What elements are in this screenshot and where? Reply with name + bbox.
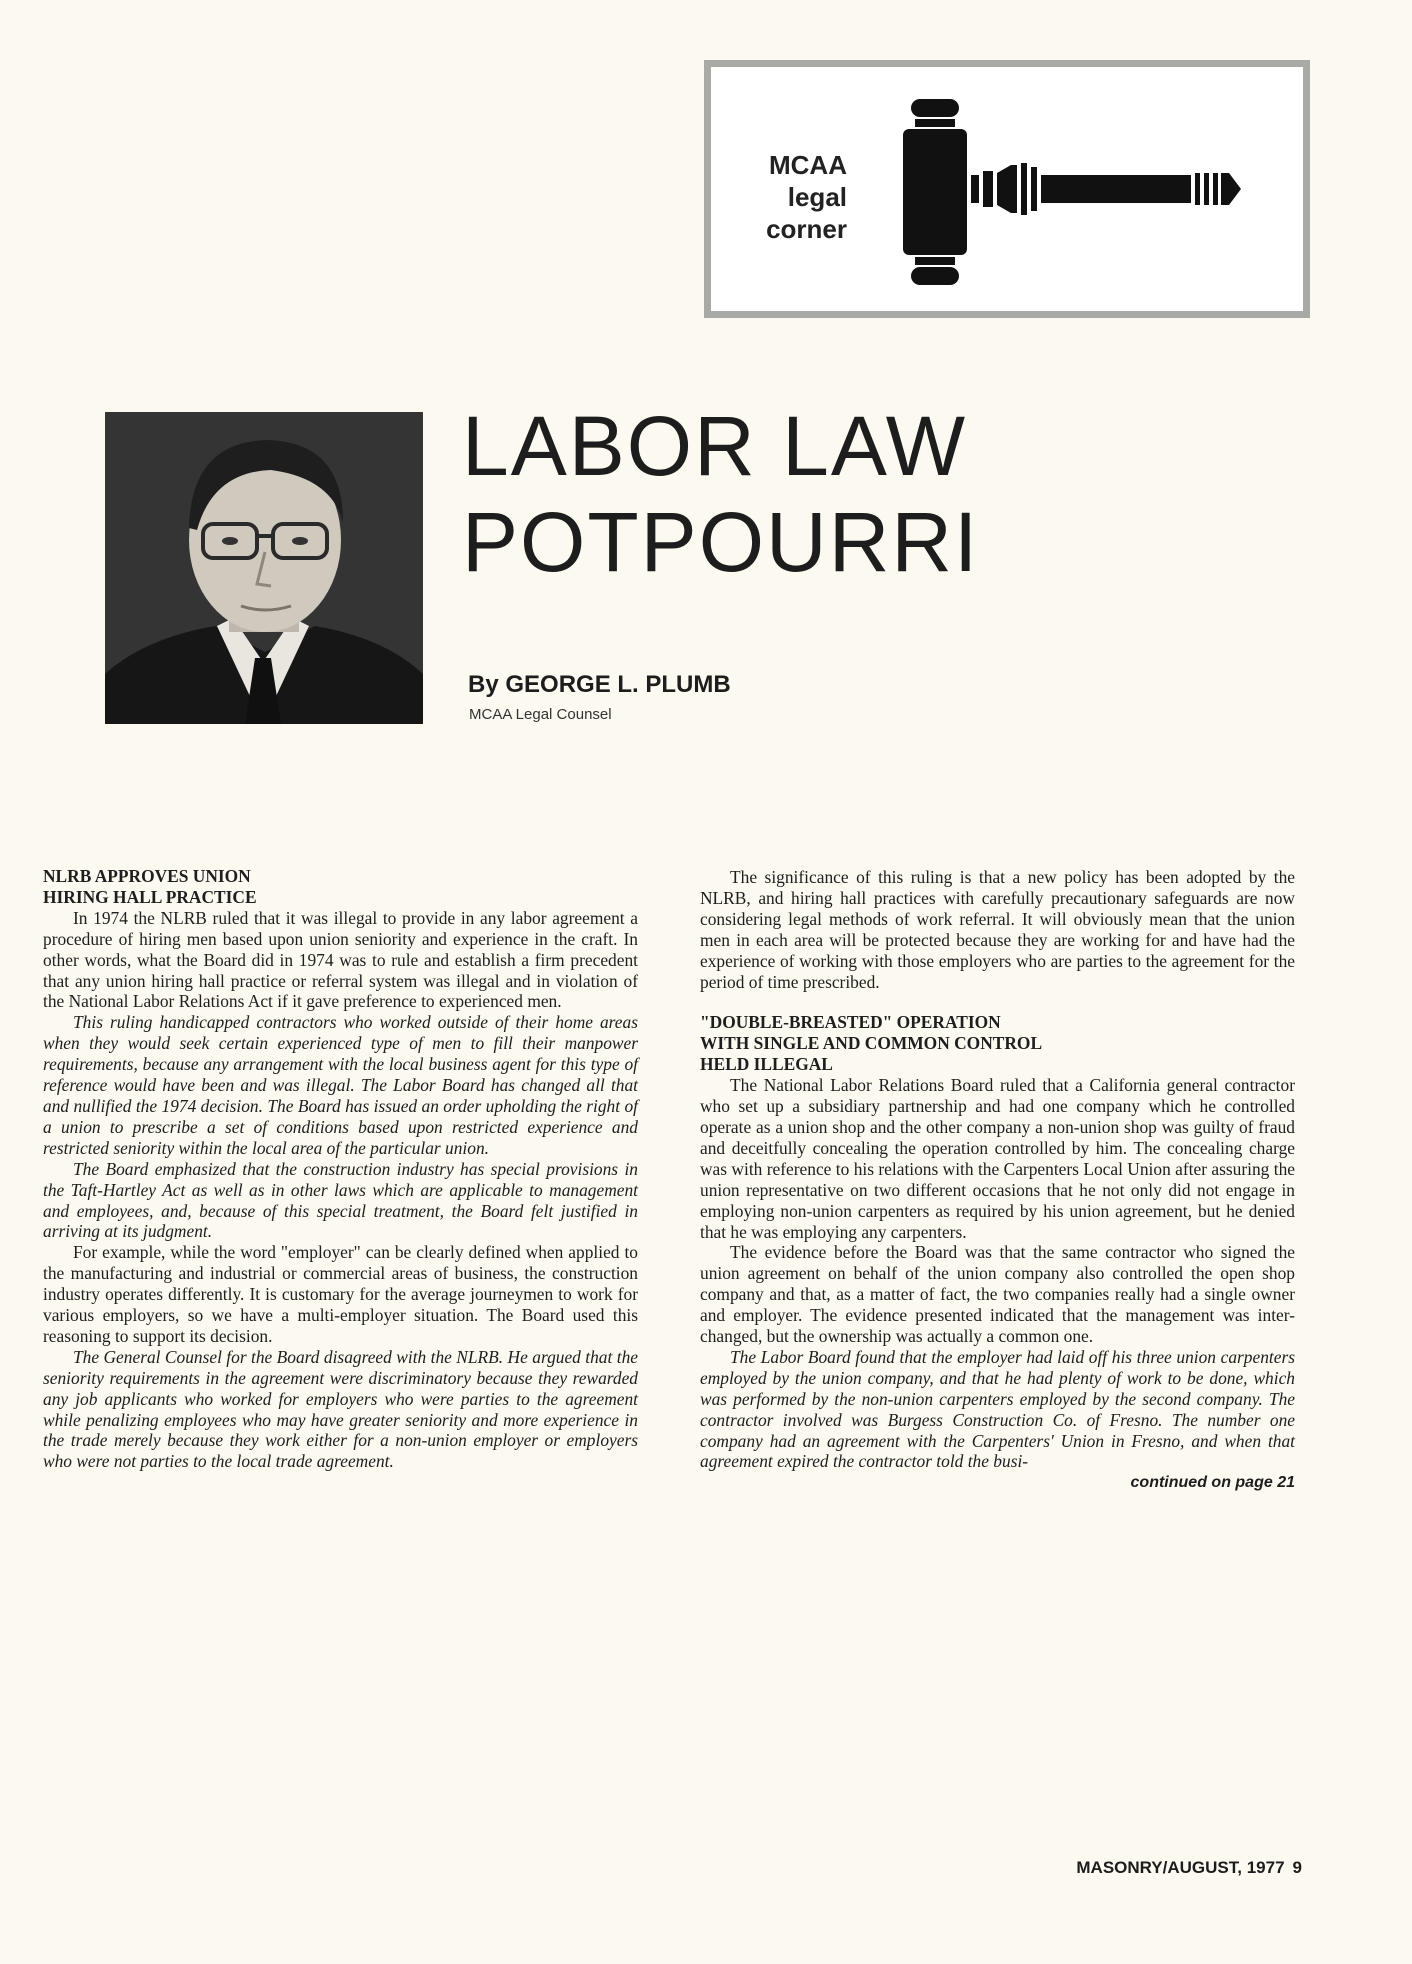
paragraph: For example, while the word "employer" can be clearly defined when applied to the manufacturing and industrial or commercial areas of business, the construction industry operates differently. It is customary for the average journeymen to work for various employers, so we have a multi-employer situation. The Board used this reasoning to support its decision. (43, 1242, 638, 1346)
author-photo (105, 412, 423, 724)
paragraph: The evidence before the Board was that the same contractor who signed the union agreement on behalf of the union company also controlled the open shop company and that, as a matter of fact, the two companies really had a single owner and employer. The evidence presented indicated that the management was inter-changed, but the ownership was actually a common one. (700, 1242, 1295, 1347)
headline-line-2: POTPOURRI (462, 495, 980, 589)
continued-note: continued on page 21 (1130, 1474, 1295, 1492)
logo-line-1: MCAA (769, 150, 847, 180)
left-column (43, 866, 638, 1472)
heading-line: HELD ILLEGAL (700, 1054, 833, 1075)
legal-corner-logo (704, 60, 1310, 318)
headline-line-1: LABOR LAW (462, 399, 968, 493)
paragraph: The National Labor Relations Board ruled that a California general contractor who set up a subsidiary partnership and had one company which he controlled operate as a union shop and the other company a non-union shop was guilty of fraud and deceitfully concealing the operation controlled by him. The concealing charge was with reference to his relations with the Carpenters Local Union after assuring the union representative on two different occasions that he not only did not engage in employing non-union carpenters as required by his union agreement, but he denied that he was employing any carpenters. (700, 1075, 1295, 1242)
paragraph: In 1974 the NLRB ruled that it was illegal to provide in any labor agreement a procedure of hiring men based upon union seniority and experience in the craft. In other words, what the Board did in 1974 was to rule and establish a firm precedent that any union hiring hall practice or referral system was illegal and in violation of the National Labor Relations Act if it gave preference to experienced men. (43, 907, 638, 1012)
page-number: 9 (1292, 1858, 1302, 1877)
byline-title: MCAA Legal Counsel (469, 706, 612, 723)
section-heading (700, 1012, 1295, 1075)
heading-line: WITH SINGLE AND COMMON CONTROL (700, 1033, 1043, 1054)
publication-info: MASONRY/AUGUST, 1977 (1076, 1858, 1285, 1877)
paragraph: The General Counsel for the Board disagreed with the NLRB. He argued that the seniority requirements in the agreement were discriminatory because they rewarded any job applicants who worked for employers who were parties to the agreement while penalizing employees who may have greater seniority and more experience in the trade merely because they work either for a non-union employer or employers who were not parties to the local trade agreement. (43, 1346, 638, 1472)
article-headline (462, 398, 979, 590)
paragraph: The Board emphasized that the construction industry has special provisions in the Taft-Hartley Act as well as in other laws which are applicable to management and employees, and, because of this special treatment, the Board felt justified in arriving at its judgment. (43, 1158, 638, 1242)
heading-line: "DOUBLE-BREASTED" OPERATION (700, 1012, 1001, 1033)
right-column (700, 867, 1295, 1494)
heading-line: HIRING HALL PRACTICE (43, 886, 257, 907)
heading-line: NLRB APPROVES UNION (43, 866, 251, 886)
section-heading (43, 866, 638, 908)
byline-author: By GEORGE L. PLUMB (468, 671, 731, 698)
page-footer (1068, 1858, 1302, 1878)
logo-text (739, 149, 847, 245)
paragraph: The significance of this ruling is that a new policy has been adopted by the NLRB, and hiring hall practices with carefully precautionary safeguards are now considering legal methods of work referral. It will obviously mean that the union men in each area will be protected because they are working for and have had the experience of working with those employers who are parties to the agreement for the period of time prescribed. (700, 867, 1295, 992)
paragraph: The Labor Board found that the employer had laid off his three union carpenters employed by the union company, and that he had plenty of work to be done, which was performed by the non-union carpenters employed by the second company. The contractor involved was Burgess Construction Co. of Fresno. The number one company had an agreement with the Carpenters' Union in Fresno, and when that agreement expired the contractor told the busi- (700, 1346, 1295, 1472)
logo-line-3: corner (766, 214, 847, 244)
logo-line-2: legal (787, 182, 847, 212)
gavel-icon (871, 89, 1271, 299)
paragraph: This ruling handicapped contractors who worked outside of their home areas when they would seek certain experienced type of men to fill their manpower requirements, because any arrangement with the local business agent for this type of reference would have been and was illegal. The Labor Board has changed all that and nullified the 1974 decision. The Board has issued an order upholding the right of a union to prescribe a set of conditions based upon restricted experience and restricted seniority within the local area of the particular union. (43, 1012, 638, 1158)
